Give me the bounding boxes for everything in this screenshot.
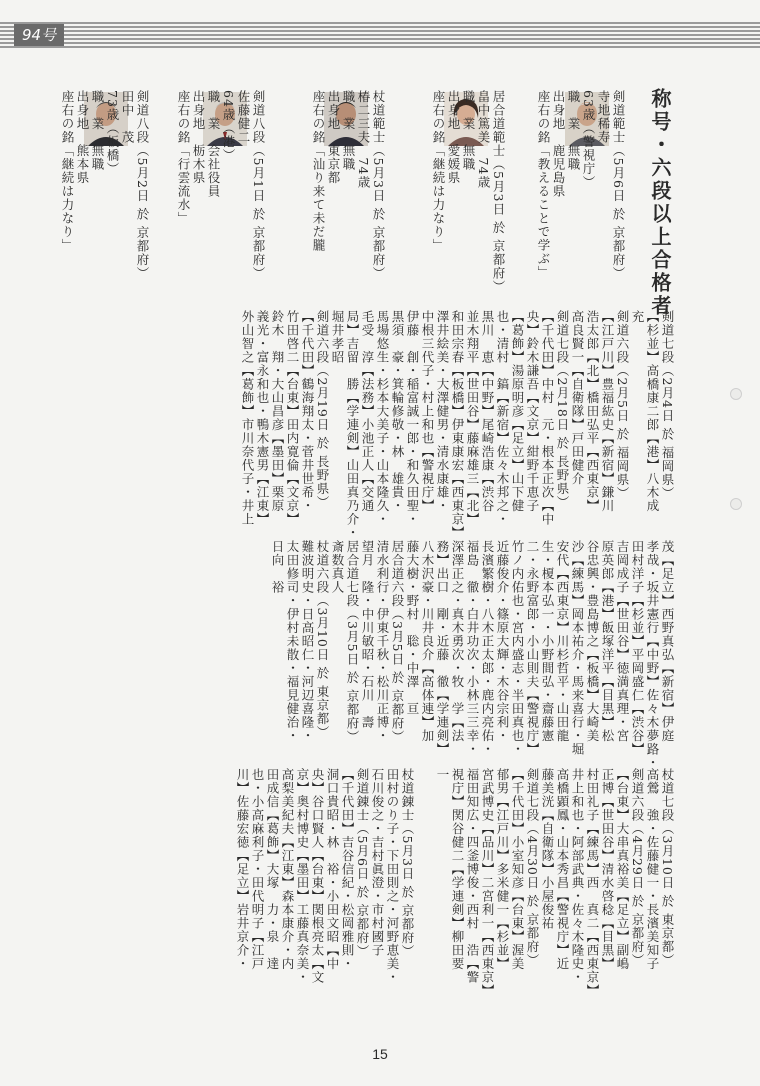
list-line: 日向 裕 [270,540,285,594]
list-line: 和田宗春【板橋】伊東康宏【西東京】 [450,310,465,540]
page-title: 称号・六段以上合格者 [648,88,672,318]
list-line: 竹ノ内佑也・宮内盛志・半田真也・ [510,540,525,756]
profile-line: 畠中篤美 74歳 [476,90,491,189]
profile-line: 職 業 会社役員 [206,90,221,198]
candidate-profile-block [536,90,626,290]
list-line: 堀井孝昭 [330,310,345,364]
list-line: 居合道六段（3月5日 於 京都府） [390,540,405,744]
profile-line: 佐藤健二 [236,90,251,144]
list-line: 二・永野富郎・小山則夫【警視庁】 [525,540,540,756]
list-line: 【千代田】中村 元・根本正次【中 [540,310,555,526]
list-line: 黒川 恵【中野】尾崎浩康【渋谷 [480,310,495,513]
passer-list-block [75,310,675,540]
list-line: 洞口貴昭・林 裕・小田文昭【中 [325,768,340,971]
profile-line: 椿二三夫 74歳 [356,90,371,189]
list-line: 杖道六段（3月10日 於 東京都） [315,540,330,739]
list-line: 一 [435,768,450,782]
list-line: 【千代田】鶴海翔太・菅井世希・ [300,310,315,513]
candidate-profile-block [60,90,150,290]
list-line: 太田修司・伊村未散・福見健治・ [285,540,300,743]
list-line: 杖道七段（3月10日 於 東京都） [660,768,675,967]
profile-line: 座右の銘「継続は力なり」 [431,90,446,252]
list-line: 剣道六段（4月29日 於 京都府） [630,768,645,967]
binder-hole [730,498,742,510]
profile-line: 杖道範士（5月3日 於 京都府） [371,90,386,280]
list-line: 澤井絵美・大澤健男・清水康雄・ [435,310,450,513]
list-line: 竹田啓二【台東】田内寛倫【文京】 [285,310,300,526]
profile-line: 出身地 東京都 [326,90,341,185]
list-line: 務】出口 剛・近藤 徹【学連剣】 [435,540,450,756]
list-line: 中根三代子・村上和也【警視庁】 [420,310,435,513]
list-line: 望月 隆・中川敏昭・石川 壽 [360,540,375,729]
list-line: 剣道六段（2月19日 於 長野県） [315,310,330,509]
list-line: 田村のり子・下田則之・河野恵美・ [385,768,400,984]
list-line: 剣道錬士（5月6日 於 京都府） [355,768,370,958]
list-line: 馬場悠生・杉本大美子・山本隆久・ [375,310,390,526]
list-line: 福田知広・四釜博俊・西村 浩【警 [465,768,480,984]
list-line: 局】吉留 勝【学連剣】山田真乃介・ [345,310,360,540]
list-line: 也・清村 鎬【新宿】佐々木邦之・ [495,310,510,526]
profile-line: 出身地 愛媛県 [446,90,461,185]
list-line: 居合道七段（3月5日 於 京都府） [345,540,360,744]
profile-line: 職 業 無職 [90,90,105,171]
profile-line: 出身地 栃木県 [191,90,206,185]
candidate-profile-block [431,90,506,294]
list-line: 長濱繁樹・八木正太郎・鹿内亮佑・ [480,540,495,756]
list-line: 剣道七段（2月4日 於 福岡県） [660,310,675,500]
list-line: 村田礼子【練馬】西 真二【西東京】 [585,768,600,998]
list-line: 吉岡成子【世田谷】徳満真理・宮 [615,540,630,743]
list-line: 田村洋子【杉並】平岡盛仁【渋谷】 [630,540,645,756]
list-line: 【千代田】小室知彦【台東】渥美 [510,768,525,971]
list-line: 難波明史・日高昭仁・河辺喜隆・ [300,540,315,743]
list-line: 高橋顕鳳・山本秀昌【警視庁】近 [555,768,570,971]
list-line: 谷忠興・豊島博之【板橋】大崎美 [585,540,600,743]
header-stripe [0,22,760,48]
list-line: 孝哉・坂井憲行【中野】佐々木夢路・ [645,540,660,770]
list-line: 並木翔平【世田谷】藤麻雄三【北】 [465,310,480,526]
list-line: 鈴木 翔・大山昌彦【墨田】栗原 [270,310,285,513]
profile-line: 座右の銘「継続は力なり」 [60,90,75,252]
list-line: 深澤正之・真木勇次・牧 学【法 [450,540,465,743]
list-line: 【台東】大串真裕美【足立】副嶋 [615,768,630,971]
list-line: 也・小高麻利子・田代明子【江戸 [250,768,265,971]
profile-line: 出身地 鹿児島県 [551,90,566,198]
list-line: 川】佐藤宏徳【足立】岩井京介・ [235,768,250,971]
profile-line: 63歳（警視庁） [581,90,596,189]
list-line: 外山智之【葛飾】市川奈代子・井上 [240,310,255,526]
profile-line: 剣道八段（5月2日 於 京都府） [135,90,150,280]
profile-line: 職 業 無職 [341,90,356,171]
list-line: 郁男【江戸川】多米健一【杉並】 [495,768,510,971]
list-line: 剣道六段（2月5日 於 福岡県） [615,310,630,500]
issue-number-label: 94号 [14,24,64,46]
list-line: 高鶯 強・佐藤健一・長濱美知子 [645,768,660,971]
list-line: 伊藤 創・稲富誠一郎・和久田聖・ [405,310,420,526]
profile-line: 座右の銘「教えることで学ぶ」 [536,90,551,279]
profile-line: 出身地 熊本県 [75,90,90,185]
list-line: 京】奥村博史【墨田】工藤真奈美・ [295,768,310,984]
profile-line: 73歳（板橋） [105,90,120,176]
list-line: 毛受 淳【法務】小池正人【交通 [360,310,375,513]
list-line: 田成信【葛飾】大塚 力・泉 達 [265,768,280,971]
list-line: 央】鈴木謙吾【文京】紺野千恵子 [525,310,540,513]
candidate-profile-block [176,90,266,290]
profile-line: 座右の銘「汕り来て未だ朧 [311,90,326,252]
list-line: 生・榎本弘一・小野間弘・齋藤憲 [540,540,555,743]
list-line: 浩太郎【北】橋田弘平【西東京】 [585,310,600,513]
list-line: 剣道七段（4月30日 於 京都府） [525,768,540,967]
list-line: 【杉並】高橋康二郎【港】八木成 [645,310,660,513]
list-line: 【江戸川】豊福紘史【新宿】鎌川 [600,310,615,513]
list-line: 福島 徹・白井功次・小林三三幸・ [465,540,480,756]
list-line: 央】谷口賢人【台東】関根亮太【文 [310,768,325,984]
list-line: 義光・富永和也・鴨木憲男【江東】 [255,310,270,526]
list-line: 井上和也・阿部武典・佐々木隆史・ [570,768,585,984]
list-line: 沙【練馬】岡本祐介・馬来喜行・堀 [570,540,585,756]
list-line: 宮武博史【品川】二宮利一【西東京】 [480,768,495,998]
list-line: 剣道七段（2月18日 於 長野県） [555,310,570,509]
list-line: 【葛飾】湯原明彦【足立】山下健 [510,310,525,513]
page-number: 15 [372,1046,388,1062]
list-line: 杖道錬士（5月3日 於 京都府） [400,768,415,958]
profile-line: 64歳（港） [221,90,236,162]
binder-hole [730,388,742,400]
list-line: 高良賢一【自衛隊】戸田健介 [570,310,585,486]
list-line: 正博【世田谷】清水啓稔【目黒】 [600,768,615,971]
list-line: 八木沢豪・川井良介【高体連】加 [420,540,435,743]
list-line: 充 [630,310,645,324]
profile-line: 剣道範士（5月6日 於 京都府） [611,90,626,280]
list-line: 近藤俊介・篠原大輝・木谷宗利・ [495,540,510,743]
list-line: 原英郎【港】飯塚洋平【目黒】松 [600,540,615,743]
passer-list-block [75,540,675,770]
list-line: 【千代田】吉谷信紀・松岡雅則・ [340,768,355,971]
list-line: 石川俊之・吉村眞澄・市村國子 [370,768,385,957]
list-line: 斎数真人 [330,540,345,594]
passer-list-block [430,768,675,1023]
candidate-profile-block [311,90,386,290]
list-line: 茂【足立】西野真弘【新宿】伊庭 [660,540,675,743]
profile-line: 座右の銘「行雲流水」 [176,90,191,225]
profile-line: 職 業 無職 [461,90,476,171]
passer-list-block [75,768,415,1023]
profile-line: 職 業 無職 [566,90,581,171]
profile-line: 寺地稀寿 [596,90,611,144]
list-line: 安代【西東京】川杉哲平・山田龍 [555,540,570,743]
list-line: 藤大樹・野村 聡・中澤 亘 [405,540,420,716]
list-line: 黒須 豪・箕輪修敬・林 雄貴・ [390,310,405,513]
profile-line: 田中 茂 [120,90,135,144]
profile-line: 居合道範士（5月3日 於 京都府） [491,90,506,294]
list-line: 藤美洸【自衛隊】小屋俊祐 [540,768,555,930]
list-line: 清水利行・伊東千秋・松川正博・ [375,540,390,743]
list-line: 高梨美紀夫【江東】森本康介・内 [280,768,295,971]
list-line: 視庁】関谷健二【学連剣】柳田要 [450,768,465,971]
profile-line: 剣道八段（5月1日 於 京都府） [251,90,266,280]
